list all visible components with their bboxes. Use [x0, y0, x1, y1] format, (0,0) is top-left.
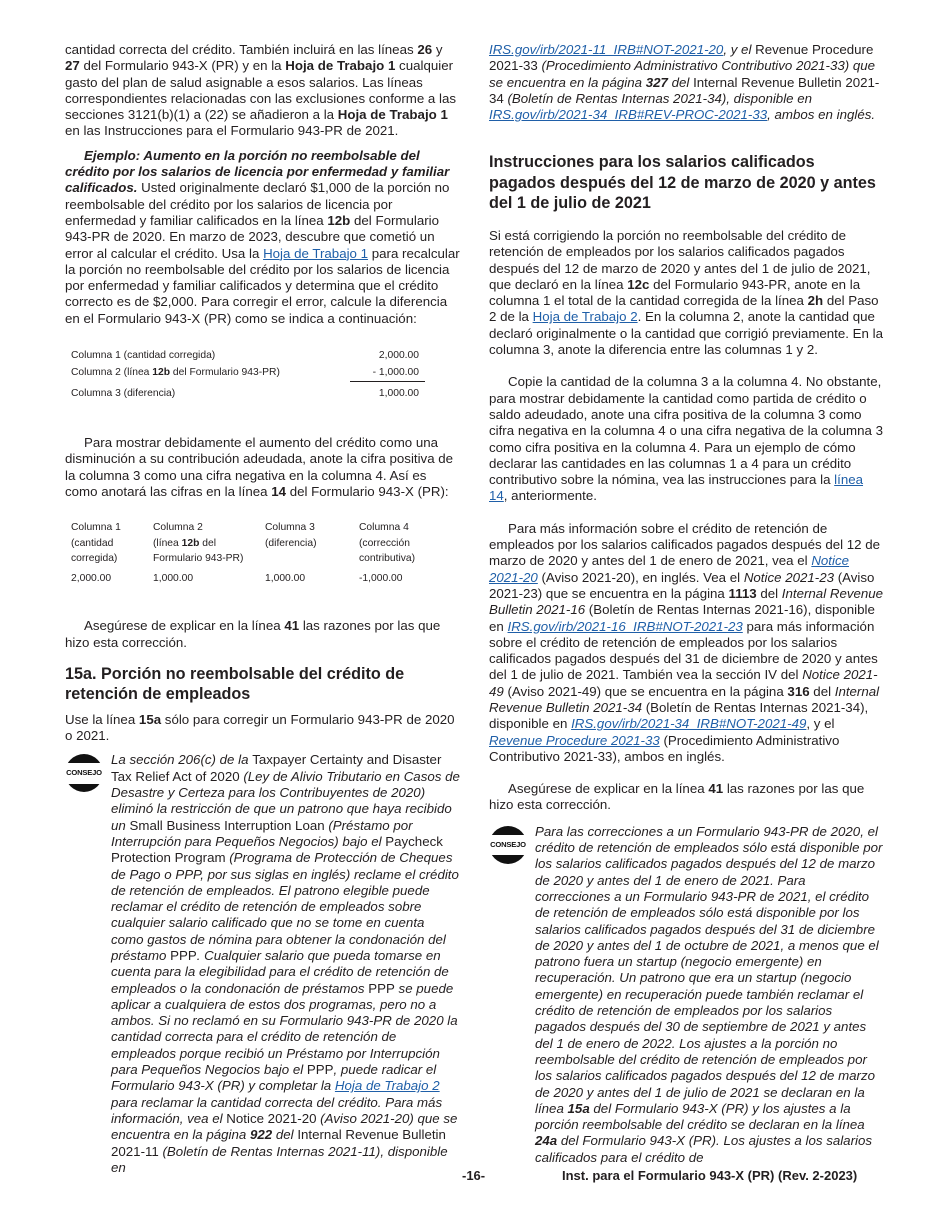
- tip-icon: CONSEJO: [65, 754, 103, 792]
- example-paragraph: Ejemplo: Aumento en la porción no reembolsable del crédito por los salarios de licencia por enfermedad y familiar calificados. Usted originalmente declaró $1,000 de la porción no reembolsable del crédito por los salarios de licencia por enfermedad y familiar calificados en la línea 12b del Formulario 943-PR de 2020. En marzo de 2023, descubre que cometió un error al calcular el crédito. Usa la Hoja de Trabajo 1 para recalcular la porción no reembolsable del crédito por los salarios de licencia por enfermedad y familiar calificados y determina que el crédito correcto es de $2,000. Para corregir el error, calcule la diferencia en el Formulario 943-X (PR) como se indica a continuación:: [65, 147, 460, 326]
- worksheet-2-link[interactable]: Hoja de Trabajo 2: [334, 1078, 440, 1094]
- calculation-table-1: [65, 347, 425, 402]
- tip-icon: CONSEJO: [489, 826, 527, 864]
- tip-box-right: [489, 824, 884, 1166]
- tip-box-left: [65, 752, 460, 1176]
- footer-title: Inst. para el Formulario 943-X (PR) (Rev. 2-2023): [562, 1168, 858, 1183]
- right-paragraph-2: Copie la cantidad de la columna 3 a la columna 4. No obstante, para mostrar debidamente la cantidad como partida de crédito o saldo adeudado, anote una cifra positiva de la columna 3 como cifra negativa en la columna 4 o una cifra negativa de la columna 3 como cifra positiva en la columna 4. Para un ejemplo de cómo declarar las cantidades en las columnas 1 a 4 para un crédito contributivo sobre la nómina, vea las instrucciones para la línea 14, anteriormente.: [489, 374, 883, 504]
- section-heading-15a: 15a. Porción no reembolsable del crédito de retención de empleados: [65, 664, 405, 704]
- irb-2021-34-notice-link[interactable]: IRS.gov/irb/2021-34_IRB#NOT-2021-49: [571, 716, 807, 732]
- tip-text-left: La sección 206(c) de la Taxpayer Certainty and Disaster Tax Relief Act of 2020 (Ley de Alivio Tributario en Casos de Desastre y Certeza para los Contribuyentes de 2020) eliminó la restricción de que un patrono que haya recibido un Small Business Interruption Loan (Préstamo por Interrupción para Pequeños Negocios) bajo el Paycheck Protection Program (Programa de Protección de Cheques de Pago o PPP, por sus siglas en inglés) reclame el crédito de retención de empleados. El patrono elegible puede reclamar el crédito de retención de empleados sobre cualquier salario calificado que no se tome en cuenta como gastos de nómina para obtener la condonación del préstamo PPP. Cualquier salario que pueda tomarse en cuenta para la elegibilidad para el crédito de retención de empleados o la condonación de préstamos PPP se puede aplicar a cualquiera de estos dos programas, pero no a ambos. Si no reclamó en su Formulario 943-PR de 2020 la cantidad correcta para el crédito de retención de empleados porque recibió un Préstamo por Interrupción para Pequeños Negocios bajo el PPP, puede radicar el Formulario 943-X (PR) y completar la Hoja de Trabajo 2 para reclamar la cantidad correcta del crédito. Para más información, vea el Notice 2021-20 (Aviso 2021-20) que se encuentra en la página 922 del Internal Revenue Bulletin 2021-11 (Boletín de Rentas Internas 2021-11), disponible en: [111, 752, 460, 1175]
- left-paragraph-1: cantidad correcta del crédito. También incluirá en las líneas 26 y 27 del Formulario 943-X (PR) y en la Hoja de Trabajo 1 cualquier gasto del plan de salud asignable a esos salarios. Las líneas correspondientes relacionadas con las exclusiones conforme a las secciones 3121(b)(1) a (22) se añadieron a la Hoja de Trabajo 1 en las Instrucciones para el Formulario 943-PR de 2021.: [65, 42, 456, 139]
- left-paragraph-3: Para mostrar debidamente el aumento del crédito como una disminución a su contribución adeudada, anote la cifra positiva de la columna 3 como una cifra negativa en la columna 4. Así es como anotará las cifras en la línea 14 del Formulario 943-X (PR):: [65, 435, 454, 499]
- page-number: -16-: [462, 1168, 486, 1183]
- left-paragraph-5: Use la línea 15a sólo para corregir un Formulario 943-PR de 2020 o 2021.: [65, 711, 455, 744]
- irb-2021-11-link[interactable]: IRS.gov/irb/2021-11_IRB#NOT-2021-20: [489, 42, 724, 57]
- calculation-table-2: [65, 518, 445, 588]
- right-paragraph-3: Para más información sobre el crédito de retención de empleados por los salarios calificados pagados después del 12 de marzo de 2020 y antes del 1 de enero de 2021, vea el Notice 2021-20 (Aviso 2021-20), en inglés. Vea el Notice 2021-23 (Aviso 2021-23) que se encuentra en la página 1113 del Internal Revenue Bulletin 2021-16 (Boletín de Rentas Internas 2021-16), disponible en IRS.gov/irb/2021-16_IRB#NOT-2021-23 para más información sobre el crédito de retención de empleados por los salarios calificados pagados después del 31 de diciembre de 2020 y antes del 1 de julio de 2021. También vea la sección IV del Notice 2021-49 (Aviso 2021-49) que se encuentra en la página 316 del Internal Revenue Bulletin 2021-34 (Boletín de Rentas Internas 2021-34), disponible en IRS.gov/irb/2021-34_IRB#NOT-2021-49, y el Revenue Procedure 2021-33 (Procedimiento Administrativo Contributivo 2021-33), ambos en inglés.: [489, 520, 884, 764]
- notice-2021-20-link[interactable]: Notice 2021-20: [489, 553, 850, 585]
- table-row: 2,000.00 1,000.00 1,000.00 -1,000.00: [71, 572, 403, 584]
- table-row: Columna 2 (línea 12b del Formulario 943-PR) - 1,000.00: [65, 364, 425, 382]
- left-paragraph-4: Asegúrese de explicar en la línea 41 las razones por las que hizo esta corrección.: [65, 618, 441, 650]
- right-paragraph-4: Asegúrese de explicar en la línea 41 las razones por las que hizo esta corrección.: [489, 781, 865, 813]
- table-row: Columna 1 (cantidad corregida) Columna 2 (línea 12b del Formulario 943-PR) Columna 3 (diferencia) Columna 4 (corrección contributiva): [71, 522, 416, 565]
- left-column: [65, 42, 460, 1176]
- line-14-link[interactable]: línea 14: [489, 472, 864, 504]
- irb-2021-34-rev-proc-link[interactable]: IRS.gov/irb/2021-34_IRB#REV-PROC-2021-33: [489, 107, 768, 123]
- tip-text-right: Para las correcciones a un Formulario 943-PR de 2020, el crédito de retención de empleados sólo está disponible por los salarios calificados pagados después del 12 de marzo de 2020 y antes del 1 de enero de 2021. Para correcciones a un Formulario 943-PR de 2021, el crédito de retención de empleados sólo está disponible por los salarios calificados pagados después del 31 de diciembre de 2020 y antes del 1 de octubre de 2021, a menos que el patrono fuera un startup (negocio emergente) en recuperación. Un patrono que era un startup (negocio emergente) en recuperación puede también reclamar el crédito de retención de empleados por los salarios pagados después del 30 de septiembre de 2021 y antes del 1 de enero de 2022. Los ajustes a la porción no reembolsable del crédito de retención de empleados por los salarios calificados pagados después del 12 de marzo de 2020 y antes del 1 de julio de 2021 se declaran en la línea 15a del Formulario 943-X (PR) y los ajustes a la porción reembolsable del crédito se declaran en la línea 24a del Formulario 943-X (PR). Los ajustes a los salarios calificados para el crédito de: [535, 823, 883, 1165]
- irb-2021-16-link[interactable]: IRS.gov/irb/2021-16_IRB#NOT-2021-23: [507, 618, 743, 634]
- worksheet-1-link[interactable]: Hoja de Trabajo 1: [263, 245, 369, 261]
- right-paragraph-0: IRS.gov/irb/2021-11_IRB#NOT-2021-20, y el Revenue Procedure 2021-33 (Procedimiento Administrativo Contributivo 2021-33) que se encuentra en la página 327 del Internal Revenue Bulletin 2021-34 (Boletín de Rentas Internas 2021-34), disponible en IRS.gov/irb/2021-34_IRB#REV-PROC-2021-33, ambos en inglés.: [489, 42, 880, 123]
- right-paragraph-1: Si está corrigiendo la porción no reembolsable del crédito de retención de empleados por los salarios calificados pagados después del 12 de marzo de 2020 y antes del 1 de julio de 2021, que declaró en la línea 12c del Formulario 943-PR, anote en la columna 1 el total de la cantidad corregida de la línea 2h del Paso 2 de la Hoja de Trabajo 2. En la columna 2, anote la cantidad que declaró originalmente o la cantidad que corrigió previamente. En la columna 3, anote la diferencia entre las columnas 1 y 2.: [489, 227, 883, 358]
- rev-proc-2021-33-link[interactable]: Revenue Procedure 2021-33: [489, 732, 660, 748]
- table-row: Columna 3 (diferencia) 1,000.00: [71, 387, 419, 400]
- table-row: Columna 1 (cantidad corregida) 2,000.00: [71, 350, 419, 362]
- worksheet-2-link[interactable]: Hoja de Trabajo 2: [532, 309, 638, 325]
- section-heading-qualified-wages: Instrucciones para los salarios calificados pagados después del 12 de marzo de 2020 y antes del 1 de julio de 2021: [489, 153, 876, 213]
- right-column: [489, 42, 884, 1166]
